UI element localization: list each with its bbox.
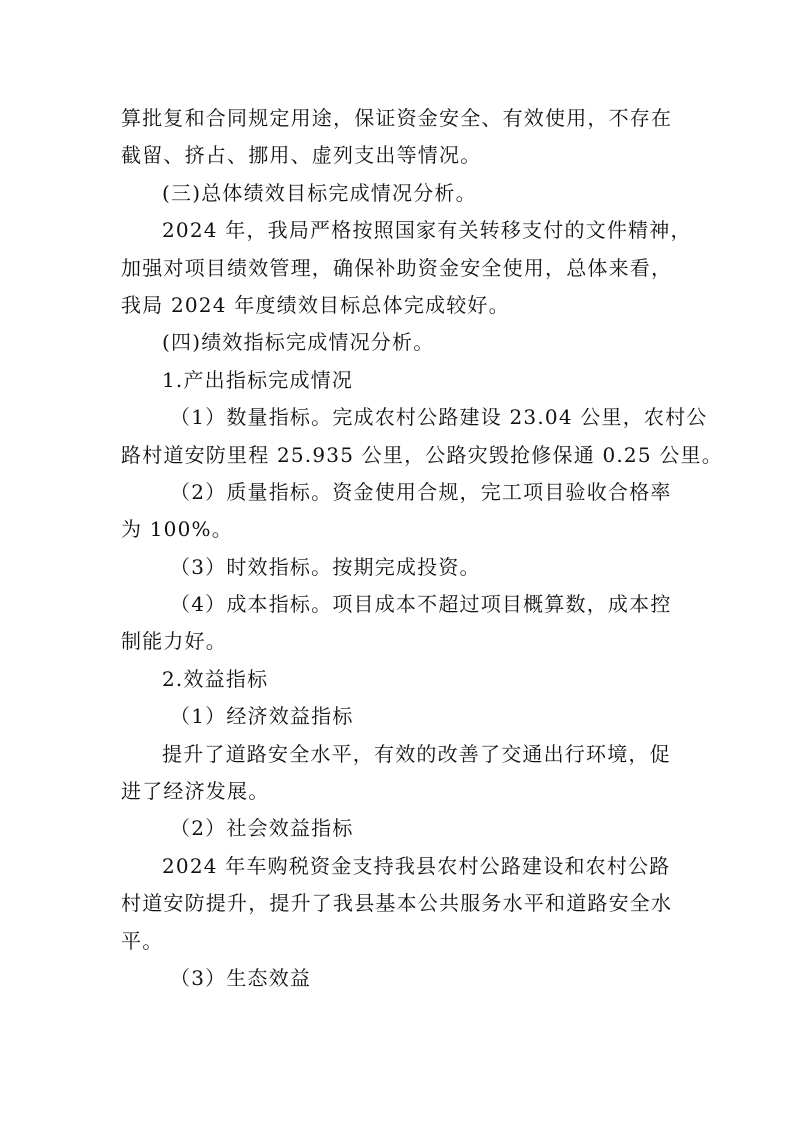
body-line: 进了经济发展。 (121, 779, 270, 804)
section-heading: (四)绩效指标完成情况分析。 (162, 330, 435, 355)
subsection-heading: （2）社会效益指标 (170, 816, 354, 841)
body-line: 算批复和合同规定用途，保证资金安全、有效使用，不存在 (121, 106, 673, 130)
section-heading: (三)总体绩效目标完成情况分析。 (162, 180, 477, 205)
body-line: 为 100%。 (121, 517, 233, 542)
body-line: 制能力好。 (121, 629, 227, 654)
body-line: （3）时效指标。按期完成投资。 (170, 554, 481, 579)
subsection-heading: （3）生态效益 (170, 965, 312, 990)
body-line: 截留、挤占、挪用、虚列支出等情况。 (121, 143, 482, 168)
document-body (121, 100, 723, 997)
body-line: 2024 年，我局严格按照国家有关转移支付的文件精神， (162, 218, 692, 243)
body-line: 平。 (121, 928, 164, 953)
body-line: （1）数量指标。完成农村公路建设 23.04 公里，农村公 (170, 405, 708, 430)
body-line: 路村道安防里程 25.935 公里，公路灾毁抢修保通 0.25 公里。 (121, 442, 723, 467)
body-line: （2）质量指标。资金使用合规，完工项目验收合格率 (170, 479, 672, 504)
body-line: 2024 年车购税资金支持我县农村公路建设和农村公路 (162, 853, 671, 878)
subsection-heading: （1）经济效益指标 (170, 704, 354, 729)
subsection-heading: 1.产出指标完成情况 (162, 367, 354, 392)
body-line: 加强对项目绩效管理，确保补助资金安全使用，总体来看， (121, 255, 673, 280)
body-line: 我局 2024 年度绩效目标总体完成较好。 (121, 292, 510, 317)
subsection-heading: 2.效益指标 (162, 666, 269, 691)
body-line: 提升了道路安全水平，有效的改善了交通出行环境，促 (162, 741, 671, 766)
body-line: 村道安防提升，提升了我县基本公共服务水平和道路安全水 (121, 891, 673, 916)
body-line: （4）成本指标。项目成本不超过项目概算数，成本控 (170, 592, 672, 617)
